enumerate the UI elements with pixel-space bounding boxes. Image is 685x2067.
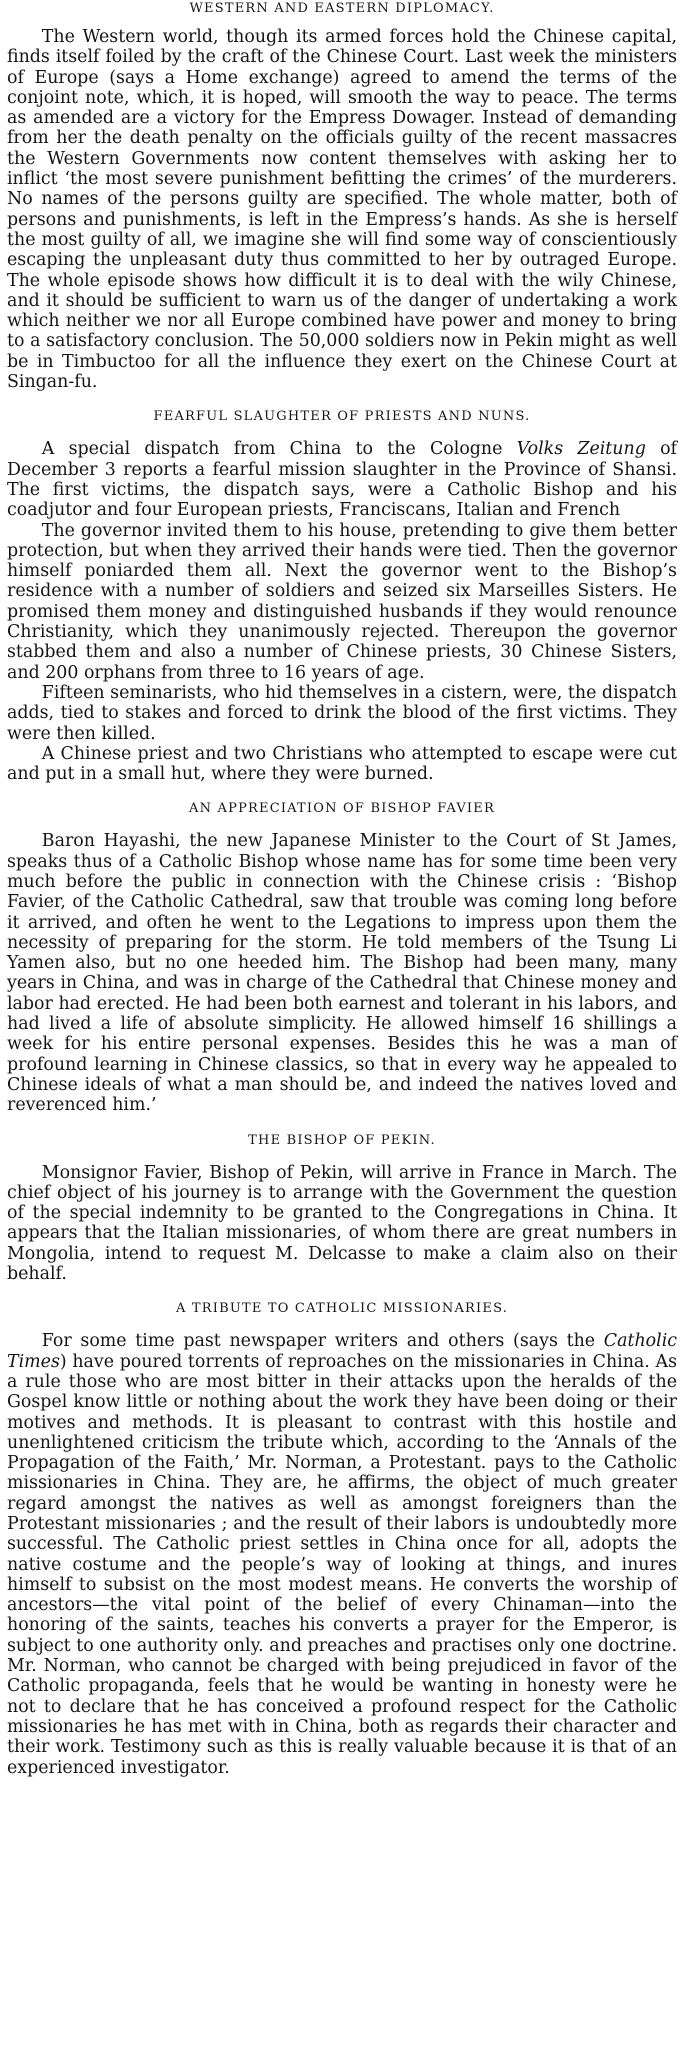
section-body (7, 439, 677, 784)
newspaper-title: Volks Zeitung (516, 439, 646, 460)
section-heading: FEARFUL SLAUGHTER OF PRIESTS AND NUNS. (153, 409, 531, 425)
section-slaughter-priests-nuns (7, 410, 677, 784)
paragraph-text: For some time past newspaper writers and others (says the (41, 1331, 604, 1352)
paragraph: Monsignor Favier, Bishop of Pekin, will arrive in France in March. The chief object of his journey is to arrange with the Government the question of the special indemnity to be granted to the Congregations in China. It appears that the Italian missionaries, of whom there are great numbers in Mongolia, intend to request M. Delcasse to make a claim also on their behalf. (7, 1162, 677, 1285)
paragraph-text: of December 3 reports a fearful mission slaughter in the Province of Shansi. The first victims, the dispatch says, were a Catholic Bishop and his coadjutor and four European priests, Franciscans, Italian and French (7, 439, 677, 521)
newspaper-title: Catholic Times (7, 1331, 677, 1372)
paragraph (7, 1331, 677, 1778)
section-body (7, 1163, 677, 1285)
section-heading: AN APPRECIATION OF BISHOP FAVIER (189, 801, 495, 817)
paragraph-text: A special dispatch from China to the Cologne (41, 439, 517, 460)
section-heading: THE BISHOP OF PEKIN. (248, 1132, 436, 1148)
paragraph: Fifteen seminarists, who hid themselves in a cistern, were, the dispatch adds, tied to stakes and forced to drink the blood of the first victims. They were then killed. (7, 682, 677, 744)
section-heading: WESTERN AND EASTERN DIPLOMACY. (189, 1, 495, 16)
section-body (7, 1331, 677, 1778)
section-western-eastern-diplomacy (7, 2, 677, 392)
paragraph: A Chinese priest and two Christians who attempted to escape were cut and put in a small hut, where they were burned. (7, 743, 677, 785)
paragraph: Baron Hayashi, the new Japanese Minister to the Court of St James, speaks thus of a Catholic Bishop whose name has for some time been very much before the public in connection with the Chinese crisis : ‘Bishop Favier, of the Catholic Cathedral, saw that trouble was coming long before it arrived, and often he went to the Legations to impress upon them the necessity of preparing for the storm. He told members of the Tsung Li Yamen also, but no one heeded him. The Bishop had been many, many years in China, and was in charge of the Cathedral that Chinese money and labor had erected. He had been both earnest and tolerant in his labors, and had lived a life of absolute simplicity. He allowed himself 16 shillings a week for his entire personal expenses. Besides this he was a man of profound learning in Chinese classics, so that in every way he appealed to Chinese ideals of what a man should be, and indeed the natives loved and reverenced him.’ (7, 831, 677, 1116)
paragraph-text: ) have poured torrents of reproaches on the missionaries in China. As a rule those who are most bitter in their attacks upon the heralds of the Gospel know little or nothing about the work they have been doing or their motives and methods. It is pleasant to contrast with this hostile and unenlightened criticism the tribute which, according to the ‘Annals of the Propagation of the Faith,’ Mr. Norman, a Protestant. pays to the Catholic missionaries in China. They are, he affirms, the object of much greater regard amongst the natives as well as amongst foreigners than the Protestant missionaries ; and the result of their labors is undoubtedly more successful. The Catholic priest settles in China once for all, adopts the native costume and the people’s way of looking at things, and inures himself to subsist on the most modest means. He converts the worship of ancestors—the vital point of the belief of every Chinaman—into the honoring of the saints, teaches his converts a prayer for the Emperor, is subject to one authority only. and preaches and practises only one doctrine. Mr. Norman, who cannot be charged with being prejudiced in favor of the Catholic propaganda, feels that he would be wanting in honesty were he not to declare that he has conceived a profound respect for the Catholic missionaries he has met with in China, both as regards their character and their work. Testimony such as this is really valuable because it is that of an experienced investigator. (7, 1351, 677, 1778)
section-heading: A TRIBUTE TO CATHOLIC MISSIONARIES. (175, 1301, 509, 1317)
section-tribute-catholic-missionaries (7, 1302, 677, 1778)
paragraph: The governor invited them to his house, pretending to give them better protection, but when they arrived their hands were tied. Then the governor himself poniarded them all. Next the governor went to the Bishop’s residence with a number of soldiers and seized six Marseilles Sisters. He promised them money and distinguished husbands if they would renounce Christianity, which they unanimously rejected. Thereupon the governor stabbed them and also a number of Chinese priests, 30 Chinese Sisters, and 200 orphans from three to 16 years of age. (7, 520, 677, 683)
paragraph (7, 439, 677, 520)
section-appreciation-bishop-favier (7, 802, 677, 1115)
section-body (7, 27, 677, 392)
section-bishop-of-pekin (7, 1134, 677, 1285)
paragraph: The Western world, though its armed forces hold the Chinese capital, finds itself foiled by the craft of the Chinese Court. Last week the ministers of Europe (says a Home exchange) agreed to amend the terms of the conjoint note, which, it is hoped, will smooth the way to peace. The terms as amended are a victory for the Empress Dowager. Instead of demanding from her the death penalty on the officials guilty of the recent massacres the Western Governments now content themselves with asking her to inflict ‘the most severe punishment befitting the crimes’ of the murderers. No names of the persons guilty are specified. The whole matter, both of persons and punishments, is left in the Empress’s hands. As she is herself the most guilty of all, we imagine she will find some way of conscientiously escaping the unpleasant duty thus committed to her by outraged Europe. The whole episode shows how difficult it is to deal with the wily Chinese, and it should be sufficient to warn us of the danger of undertaking a work which neither we nor all Europe combined have power and money to bring to a satisfactory conclusion. The 50,000 soldiers now in Pekin might as well be in Timbuctoo for all the influence they exert on the Chinese Court at Singan-fu. (7, 27, 677, 393)
section-body (7, 831, 677, 1115)
